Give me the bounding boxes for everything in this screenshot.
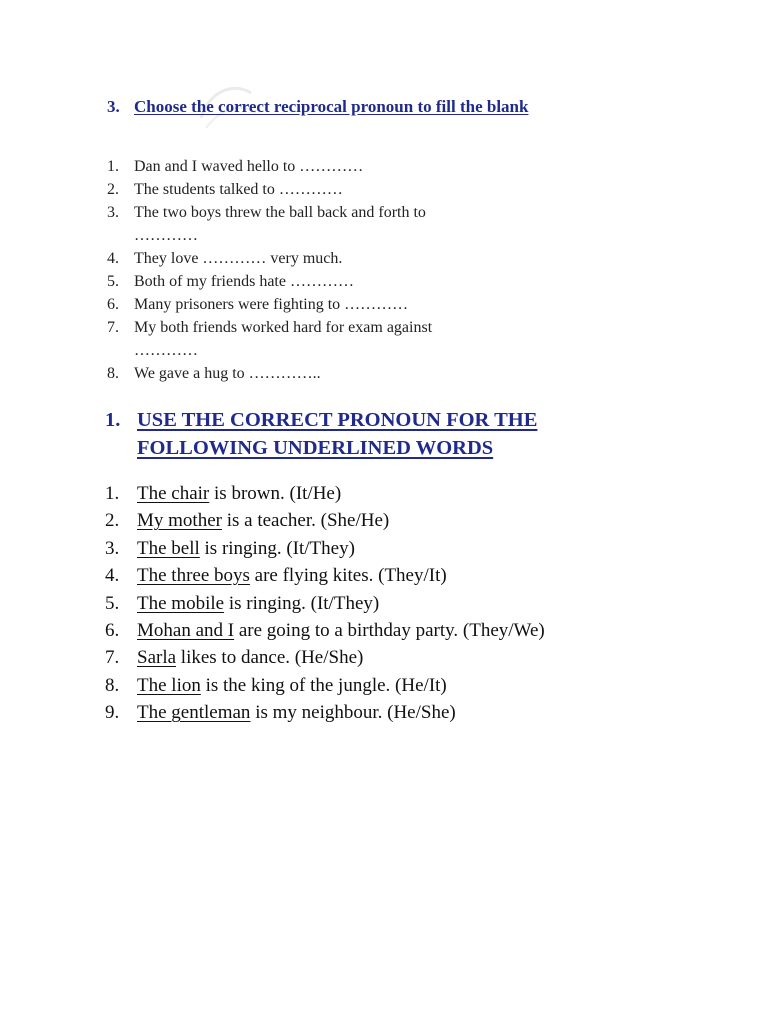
item-text: The two boys threw the ball back and forth to — [134, 204, 426, 221]
item-rest: is a teacher. (She/He) — [221, 510, 390, 532]
item-number: 5. — [107, 273, 119, 290]
item-number: 8. — [105, 674, 120, 696]
list-item — [105, 699, 665, 726]
list-item — [107, 201, 527, 247]
item-number: 1. — [105, 483, 120, 504]
list-item — [107, 178, 527, 201]
item-number: 3. — [105, 537, 120, 559]
item-text: Many prisoners were fighting to ………… — [134, 296, 409, 313]
item-rest: is the king of the jungle. (He/It) — [200, 674, 447, 696]
item-number: 9. — [105, 702, 120, 724]
underlined-word: The mobile — [137, 592, 225, 614]
item-text: My both friends worked hard for exam against — [134, 319, 433, 336]
item-rest: is my neighbour. (He/She) — [250, 702, 456, 724]
item-text: Dan and I waved hello to ………… — [134, 158, 364, 175]
item-number: 1. — [107, 158, 119, 175]
underlined-word: Mohan and I — [137, 620, 235, 642]
item-number: 4. — [105, 565, 120, 587]
item-number: 3. — [107, 204, 119, 221]
item-number: 5. — [105, 592, 120, 614]
item-number: 7. — [107, 319, 119, 336]
underlined-word: My mother — [137, 510, 222, 532]
item-number: 6. — [107, 296, 119, 313]
list-item — [107, 293, 527, 316]
item-rest: likes to dance. (He/She) — [176, 647, 364, 669]
item-rest: are flying kites. (They/It) — [249, 565, 447, 587]
list-item — [105, 617, 665, 644]
section-1-number: 1. — [105, 409, 121, 431]
list-item — [105, 644, 665, 671]
item-rest: is ringing. (It/They) — [224, 592, 380, 614]
underlined-word: The chair — [137, 483, 210, 504]
list-item — [107, 270, 527, 293]
list-item — [107, 247, 527, 270]
list-item — [107, 155, 527, 178]
item-number: 4. — [107, 250, 119, 267]
list-item — [105, 535, 665, 562]
list-item — [105, 590, 665, 617]
underlined-word: The bell — [137, 537, 200, 559]
item-number: 2. — [107, 181, 119, 198]
section-1-heading — [105, 406, 625, 462]
item-text: Both of my friends hate ………… — [134, 273, 354, 290]
list-item — [105, 507, 665, 534]
list-item — [107, 362, 527, 385]
section-3-list — [107, 155, 527, 385]
section-1-list — [105, 480, 665, 727]
underlined-word: Sarla — [137, 647, 177, 669]
item-rest: are going to a birthday party. (They/We) — [234, 620, 545, 642]
item-number: 6. — [105, 620, 120, 642]
item-number: 7. — [105, 647, 120, 669]
section-1-title-line-2: FOLLOWING UNDERLINED WORDS — [137, 437, 494, 459]
section-3-title: Choose the correct reciprocal pronoun to fill the blank — [134, 97, 529, 116]
item-text: The students talked to ………… — [134, 181, 343, 198]
item-number: 8. — [107, 365, 119, 382]
item-text: We gave a hug to ………….. — [134, 365, 321, 382]
list-item — [105, 480, 665, 507]
item-rest: is ringing. (It/They) — [199, 537, 355, 559]
section-1-title-line-1: USE THE CORRECT PRONOUN FOR THE — [137, 409, 538, 431]
item-blank: ………… — [134, 227, 198, 244]
section-3-number: 3. — [107, 97, 120, 116]
item-number: 2. — [105, 510, 120, 532]
item-blank: ………… — [134, 342, 198, 359]
list-item — [107, 316, 527, 362]
list-item — [105, 562, 665, 589]
item-rest: is brown. (It/He) — [209, 483, 342, 504]
item-text: They love ………… very much. — [134, 250, 343, 267]
underlined-word: The gentleman — [137, 702, 251, 724]
list-item — [105, 672, 665, 699]
section-3-heading — [107, 95, 567, 118]
underlined-word: The lion — [137, 674, 201, 696]
underlined-word: The three boys — [137, 565, 250, 587]
